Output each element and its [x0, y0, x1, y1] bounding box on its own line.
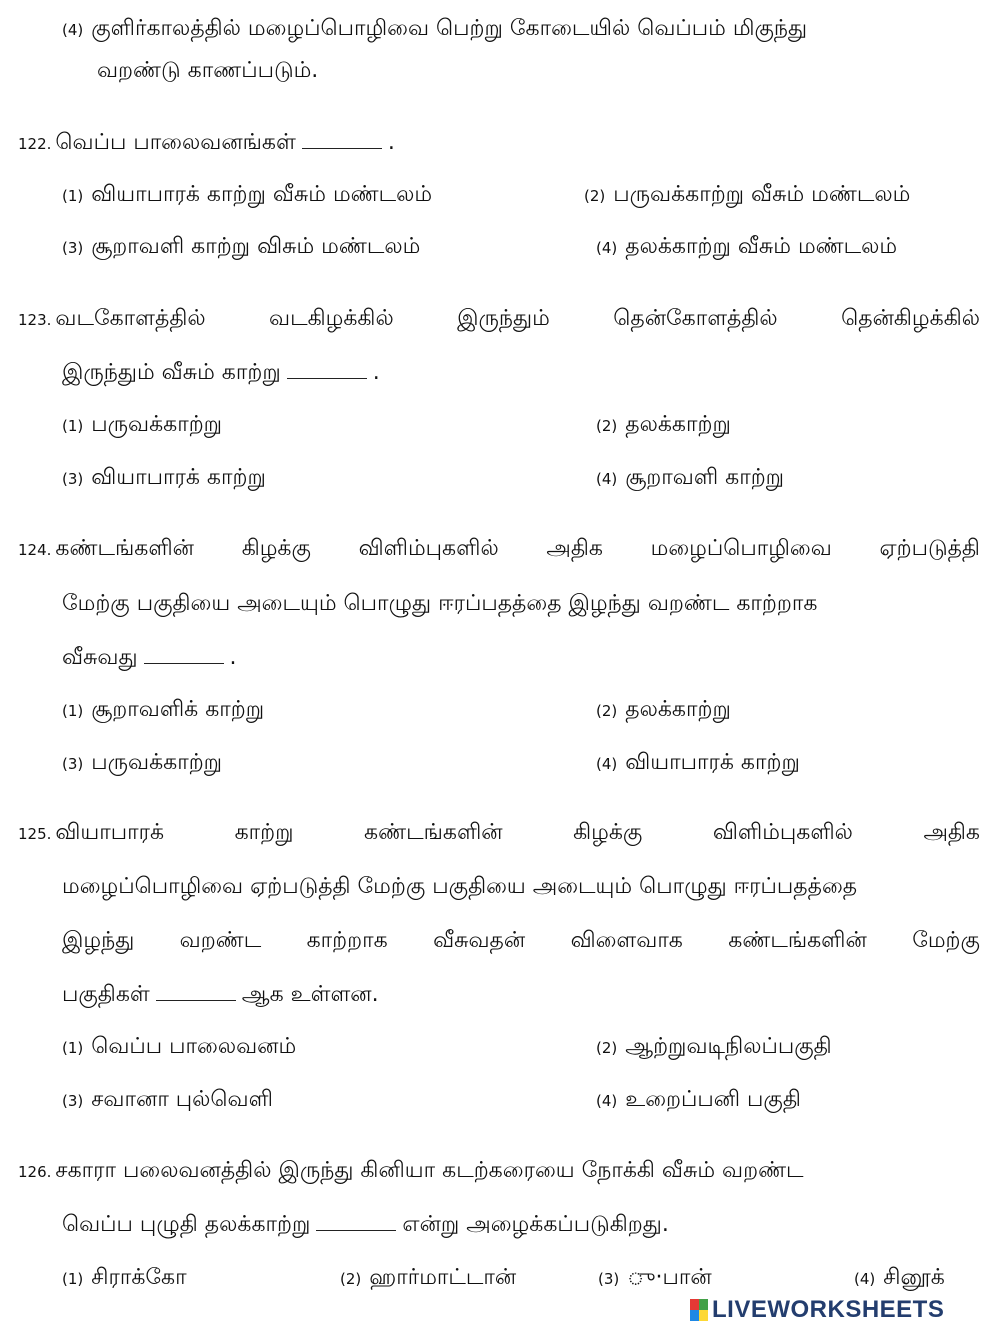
q125-option-3[interactable]: (3) சவானா புல்வெளி — [62, 1087, 273, 1112]
q123-stem-line-2: இருந்தும் வீசும் காற்று . — [62, 360, 380, 385]
q126-stem-line-1: 126. சகாரா பலைவனத்தில் இருந்து கினியா கடற்கரையை நோக்கி வீசும் வறண்ட — [18, 1158, 804, 1183]
answer-blank[interactable] — [302, 130, 382, 149]
q125-stem-line-1: 125. வியாபாரக் காற்று கண்டங்களின் கிழக்கு விளிம்புகளில் அதிக — [18, 820, 980, 845]
q125-stem-line-2: மழைப்பொழிவை ஏற்படுத்தி மேற்கு பகுதியை அடையும் பொழுது ஈரப்பதத்தை — [62, 874, 858, 899]
answer-blank[interactable] — [316, 1212, 396, 1231]
q124-stem-line-3: வீசுவது . — [62, 645, 237, 670]
q126-option-1[interactable]: (1) சிராக்கோ — [62, 1265, 187, 1290]
q123-option-1[interactable]: (1) பருவக்காற்று — [62, 412, 223, 437]
q124-option-4[interactable]: (4) வியாபாரக் காற்று — [596, 750, 800, 775]
q126-option-2[interactable]: (2) ஹார்மாட்டான் — [340, 1265, 517, 1290]
q122-stem: 122. வெப்ப பாலைவனங்கள் . — [18, 130, 395, 155]
q123-option-2[interactable]: (2) தலக்காற்று — [596, 412, 731, 437]
q122-option-4[interactable]: (4) தலக்காற்று வீசும் மண்டலம் — [596, 234, 898, 259]
q123-stem-line-1: 123. வடகோளத்தில் வடகிழக்கில் இருந்தும் தென்கோளத்தில் தென்கிழக்கில் — [18, 306, 980, 331]
q122-option-2[interactable]: (2) பருவக்காற்று வீசும் மண்டலம் — [584, 182, 911, 207]
q124-option-2[interactable]: (2) தலக்காற்று — [596, 697, 731, 722]
q126-option-3[interactable]: (3) ு·பான் — [598, 1265, 712, 1290]
answer-blank[interactable] — [156, 982, 236, 1001]
q123-option-4[interactable]: (4) சூறாவளி காற்று — [596, 465, 785, 490]
q125-stem-line-3: இழந்து வறண்ட காற்றாக வீசுவதன் விளைவாக கண்டங்களின் மேற்கு — [62, 928, 980, 953]
q124-option-1[interactable]: (1) சூறாவளிக் காற்று — [62, 697, 265, 722]
q121-option-4-cont: வறண்டு காணப்படும். — [97, 58, 319, 83]
q125-stem-line-4: பகுதிகள் ஆக உள்ளன. — [62, 982, 379, 1007]
q126-stem-line-2: வெப்ப புழுதி தலக்காற்று என்று அழைக்கப்படுகிறது. — [62, 1212, 669, 1237]
q123-option-3[interactable]: (3) வியாபாரக் காற்று — [62, 465, 266, 490]
liveworksheets-logo-text: LIVEWORKSHEETS — [712, 1296, 945, 1323]
q124-stem-line-2: மேற்கு பகுதியை அடையும் பொழுது ஈரப்பதத்தை இழந்து வறண்ட காற்றாக — [62, 591, 818, 616]
answer-blank[interactable] — [144, 645, 224, 664]
q125-option-4[interactable]: (4) உறைப்பனி பகுதி — [596, 1087, 801, 1112]
answer-blank[interactable] — [287, 360, 367, 379]
q125-option-2[interactable]: (2) ஆற்றுவடிநிலப்பகுதி — [596, 1034, 832, 1059]
q124-stem-line-1: 124. கண்டங்களின் கிழக்கு விளிம்புகளில் அதிக மழைப்பொழிவை ஏற்படுத்தி — [18, 536, 980, 561]
q122-option-3[interactable]: (3) சூறாவளி காற்று விசும் மண்டலம் — [62, 234, 421, 259]
q121-option-4: (4) குளிர்காலத்தில் மழைப்பொழிவை பெற்று கோடையில் வெப்பம் மிகுந்து — [62, 16, 808, 41]
liveworksheets-logo-icon — [690, 1299, 708, 1321]
liveworksheets-logo — [690, 1296, 944, 1324]
q126-option-4[interactable]: (4) சினூக் — [854, 1265, 945, 1290]
q125-option-1[interactable]: (1) வெப்ப பாலைவனம் — [62, 1034, 297, 1059]
q124-option-3[interactable]: (3) பருவக்காற்று — [62, 750, 223, 775]
q122-option-1[interactable]: (1) வியாபாரக் காற்று வீசும் மண்டலம் — [62, 182, 433, 207]
